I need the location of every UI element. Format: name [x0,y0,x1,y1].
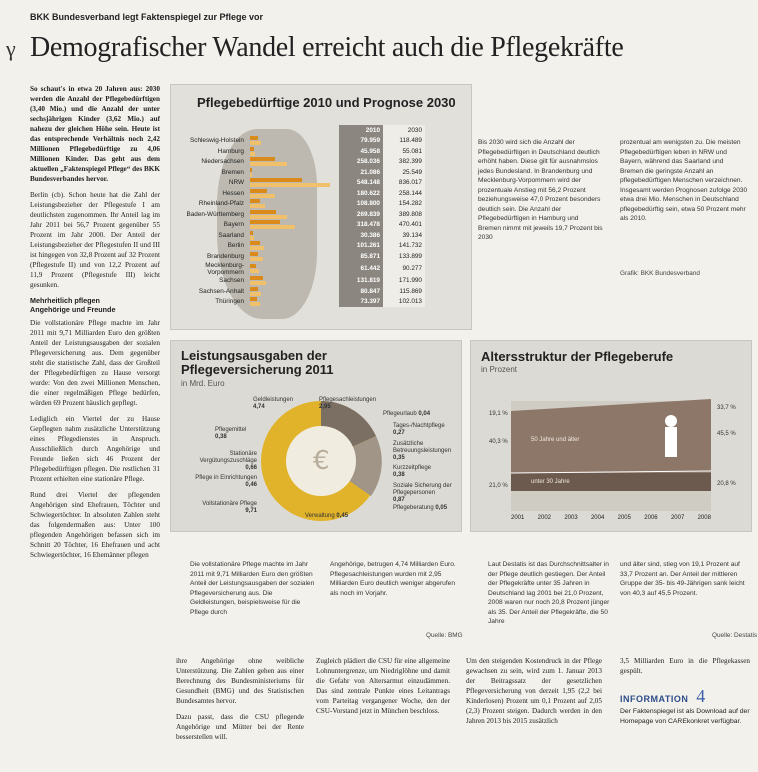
value-2010: 269.839 [339,209,383,220]
value-left-top: 19,1 % [489,411,508,417]
bar-2010 [250,147,254,151]
value-2030: 90.277 [383,262,425,276]
state-name: Berlin [227,242,244,250]
paragraph: Die vollstationäre Pflege machte im Jahr 2011 mit 9,71 Milliarden Euro den größten Anteil der Leistungsausgaben der sozialen Pflegeversicherung aus. Dem gegenüber steht die statistische Zahl, dass der Großteil der Pflegebedürftigen zu Hause versorgt wurde: Von den zwei Millionen Menschen, die einer regelmäßigen Pflege bedürfen, würden 69 Prozent häuslich gepflegt. [30,319,160,407]
value-2010: 79.959 [339,136,383,147]
bar-cell [247,220,339,231]
value-2030: 171.990 [383,276,425,287]
state-name: Bayern [223,221,244,229]
value-right-bottom: 20,8 % [717,481,736,487]
article-column-2 [176,656,304,772]
label-tagespflege: Tages-/Nachtpflege 0,27 [393,423,445,436]
article-column-5 [620,656,750,686]
handwritten-mark: γ [6,36,16,61]
value-2030: 39.134 [383,230,425,241]
chart1-text-left: Bis 2030 wird sich die Anzahl der Pflegebedürftigen in Deutschland deutlich erhöht haben. Diese gilt für ausnahmslos jedes Bundesland. In Brandenburg und Mecklenburg-Vorpommern wird der prozentuale Anstieg mit 56,2 Prozent beziehungsweise 47,0 Prozent besonders deutlich sein. Die Anzahl der Pflegebedürftigen in Hamburg und Bremen nimmt mit jeweils 19,7 Prozent bis 2030 [478,139,603,241]
value-2030: 389.808 [383,209,425,220]
bar-2010 [250,276,263,280]
value-2030: 258.144 [383,188,425,199]
table-row [179,220,425,231]
bar-2010 [250,199,260,203]
table-row [179,230,425,241]
state-name: Brandenburg [207,252,244,260]
header-cell: 2030 [383,125,425,136]
label-kurzzeitpflege: Kurzzeitpflege 0,38 [393,465,432,478]
value-2010: 80.847 [339,286,383,297]
label-betreuung: Zusätzliche Betreuungsleistungen 0,35 [393,441,452,461]
state-name: Niedersachsen [201,158,244,166]
header-cell [247,125,339,136]
year-tick: 2006 [644,515,658,521]
state-name: Thüringen [215,298,244,306]
bar-2010 [250,231,253,235]
chart2-text-a: Die vollstationäre Pflege machte im Jahr 2011 mit 9,71 Milliarden Euro den größten Anteil der Leistungsausgaben der sozialen Pflegeversicherung aus. Die Geldleistungen, beispielsweise für die Pflege durch [190,561,315,616]
chart2-text-b: Angehörige, betrugen 4,74 Milliarden Euro. Pflegesachleistungen wurden mit 2,95 Milliarden Euro deutlich weniger abgerufen als noch im Vorjahr. [330,561,456,597]
bar-cell [247,157,339,168]
table-row [179,157,425,168]
state-name: Mecklenburg-Vorpommern [205,261,244,276]
bar-cell [247,199,339,210]
value-2030: 115.869 [383,286,425,297]
value-2010: 318.478 [339,220,383,231]
label-vollstationaer: Vollstationäre Pflege 9,71 [202,501,257,514]
bar-cell [247,188,339,199]
chart-title: Altersstruktur der Pflegeberufe [481,349,674,364]
bar-cell [247,167,339,178]
value-2010: 85.871 [339,251,383,262]
state-name: Hamburg [217,147,244,155]
chart-title: Leistungsausgaben der Pflegeversicherung 2011 [181,348,334,377]
article-column-4 [466,656,602,772]
bar-2030 [250,292,261,296]
chart-title: Pflegebedürftige 2010 und Prognose 2030 [197,95,456,110]
stats-table [179,125,425,307]
svg-text:€: € [313,446,330,476]
table-row [179,167,425,178]
chart3-text-b: und älter sind, stieg von 19,1 Prozent auf 33,7 Prozent an. Der Anteil der mittleren Gruppe der 35- bis 49-Jährigen sank leicht von 40,3 auf 45,5 Prozent. [620,561,745,597]
bar-2030 [250,236,254,240]
header-cell: 2010 [339,125,383,136]
value-2030: 133.899 [383,251,425,262]
table-header [179,125,425,136]
value-2010: 108.800 [339,199,383,210]
paragraph: Lediglich ein Viertel der zu Hause Gepflegten nahm zusätzliche Unterstützung eines Pflegedienstes in Anspruch. Ausschließlich durch Angehörige und Freunde ließen sich 46 Prozent der Pflegebedürftigen pflegen. Die restlichen 31 Prozent erhielten eine stationäre Pflege. [30,415,160,483]
paragraph: Zugleich plädiert die CSU für eine allgemeine Lohnuntergrenze, um Niedriglöhne und damit die Gefahr von Altersarmut einzudämmen. Das sind zentrale Punkte eines Leitantrags vom Parteitag vergangener Woche, den der CSU-Vorstand jetzt in München beschloss. [316,657,450,715]
chart-unit: in Prozent [481,365,518,374]
year-tick: 2004 [590,515,605,521]
article-column-3 [316,656,450,772]
table-row [179,199,425,210]
paragraph: So schaut's in etwa 20 Jahren aus: 2030 werden die Anzahl der Pflegebedürftigen (3,40 Mio.) und die Anzahl der unter sechsjährigen Kinder (3,62 Mio.) auf nahezu der gleichen Höhe sein. Heute ist das entsprechende Verhältnis noch 2,42 Millionen Pflegebedürftige zu 4,06 Millionen Kinder. Das geht aus dem aktuellen „Faktenspiegel Pflege“ des BKK Bundesverbandes hervor. [30,85,160,183]
chart1-text-right: prozentual am wenigsten zu. Die meisten Pflegebedürftigen leben in NRW und Bayern, während das Saarland und Bremen die geringste Anzahl an pflegebedürftigen Menschen verzeichnen. Insgesamt werden Prognosen zufolge 2030 etwa drei Mio. Menschen in Deutschland pflegebedürftig sein, etwa 50 Prozent mehr als 2010. [620,139,748,222]
state-name: Rheinland-Pfalz [198,200,244,208]
bar-2030 [250,246,264,250]
chart-unit: in Mrd. Euro [181,379,225,388]
bar-2010 [250,168,252,172]
bar-2030 [250,204,265,208]
table-row [179,262,425,276]
year-tick: 2005 [617,515,631,521]
state-name: Sachsen-Anhalt [198,287,244,295]
year-tick: 2003 [564,515,578,521]
bar-2030 [250,141,261,145]
paragraph: Rund drei Viertel der pflegenden Angehörigen sind Ehefrauen, Töchter und Schwiegertöchter. In absoluten Zahlen steht das folgendermaßen aus: Unter 100 pflegenden Angehörigen befassen sich im Schnitt 20 Töchter, 16 Ehefrauen und acht Schwiegertöchter, 16 Ehemänner pflegen [30,491,160,559]
information-box [620,686,750,727]
bar-2030 [250,183,330,187]
state-name: Sachsen [219,277,244,285]
bar-2010 [250,220,280,224]
value-left-bottom: 21,0 % [489,483,508,489]
bar-2030 [250,162,287,166]
state-name: Hessen [222,189,244,197]
year-tick: 2007 [670,515,685,521]
label-pflegeurlaub: Pflegeurlaub 0,04 [383,411,431,417]
value-2010: 73.397 [339,297,383,308]
bar-2030 [250,215,287,219]
chart2-source: Quelle: BMG [426,632,463,639]
x-axis-years [511,515,711,521]
bar-2030 [250,257,263,261]
bar-2010 [250,297,257,301]
legend-50plus: 50 Jahre und älter [531,437,580,443]
bar-2030 [250,173,252,177]
value-2030: 154.282 [383,199,425,210]
bar-cell [247,241,339,252]
bar-2010 [250,252,258,256]
value-left-mid: 40,3 % [489,439,508,445]
chart-leistungsausgaben [170,340,462,532]
information-label: INFORMATION [620,694,689,704]
table-row [179,297,425,308]
value-2010: 61.442 [339,262,383,276]
value-2010: 30.386 [339,230,383,241]
table-row [179,178,425,189]
paragraph: ihre Angehörige ohne weibliche Unterstützung. Die Zahlen gehen aus einer Berechnung des Bundesministeriums für Gesundheit (BMG) und des Statistischen Bundesamtes hervor. [176,657,304,705]
table-row [179,209,425,220]
bar-2010 [250,264,256,268]
value-2030: 118.489 [383,136,425,147]
state-name: NRW [228,179,244,187]
label-verguetungszuschlaege: Stationäre Vergütungszuschläge 0,66 [199,451,257,471]
label-soziale-sicherung: Soziale Sicherung der Pflegepersonen 0,87 [393,483,452,503]
value-2030: 55.081 [383,146,425,157]
bar-cell [247,286,339,297]
legend-unter30: unter 30 Jahre [531,479,570,485]
value-2010: 131.819 [339,276,383,287]
value-2010: 21.086 [339,167,383,178]
information-text: Der Faktenspiegel ist als Download auf der Homepage von CAREkonkret verfügbar. [620,708,750,725]
value-2030: 25.549 [383,167,425,178]
chart3-text-a: Laut Destatis ist das Durchschnittsalter in der Pflege deutlich gestiegen. Der Anteil der Pflegekräfte unter 35 Jahren in Deutschland lag 2001 bei 21,0 Prozent, 2008 waren nur noch 20,8 Prozent jünger als 35. Der Anteil der Pflegekräfte, die 50 Jahre [488,561,610,625]
bar-2010 [250,241,260,245]
header-cell [179,125,247,136]
label-pflegesachleistungen: Pflegesachleistungen 2,95 [319,397,377,410]
bar-2010 [250,189,267,193]
bar-cell [247,262,339,276]
bar-2030 [250,269,259,273]
handwritten-number: 4 [696,686,706,706]
bar-2030 [250,302,260,306]
table-row [179,188,425,199]
label-pflegeberatung: Pflegeberatung 0,05 [393,505,448,511]
value-2010: 45.958 [339,146,383,157]
table-row [179,241,425,252]
chart3-source: Quelle: Destatis [712,632,758,639]
value-2030: 470.401 [383,220,425,231]
bar-cell [247,178,339,189]
bar-2010 [250,210,276,214]
label-verwaltung: Verwaltung 0,45 [305,513,349,519]
paragraph: Um den steigenden Kostendruck in der Pflege gewachsen zu sein, wird zum 1. Januar 2013 der Beitragssatz der gesetzlichen Pflegeversicherung von derzeit 1,95 (2,2 bei Kinderlosen) Prozent um 0,1 Prozent auf 2,05 (2,3) Prozent steigen. Dadurch werden in den Jahren 2013 bis 2015 zusätzlich [466,657,602,725]
article-column-1 [30,84,160,772]
bar-cell [247,297,339,308]
chart-pflegebeduerftige [170,84,472,330]
bar-cell [247,276,339,287]
table-row [179,251,425,262]
value-2010: 548.148 [339,178,383,189]
value-right-mid: 45,5 % [717,431,736,437]
label-pflegemittel: Pflegemittel 0,38 [215,427,247,440]
bar-2030 [250,194,275,198]
value-right-top: 33,7 % [717,405,736,411]
table-row [179,146,425,157]
value-2030: 836.017 [383,178,425,189]
value-2010: 180.622 [339,188,383,199]
table-row [179,286,425,297]
chart1-source: Grafik: BKK Bundesverband [620,270,700,277]
bar-2030 [250,281,266,285]
value-2030: 102.013 [383,297,425,308]
bar-2030 [250,225,295,229]
bar-cell [247,251,339,262]
area-chart [471,341,751,531]
state-name: Baden-Württemberg [186,210,244,218]
value-2010: 101.261 [339,241,383,252]
paragraph: Dazu passt, dass die CSU pflegende Angehörige und Mütter bei der Rente besserstellen will. [176,713,304,741]
bar-cell [247,230,339,241]
bar-cell [247,146,339,157]
bar-2010 [250,178,302,182]
headline: Demografischer Wandel erreicht auch die Pflegekräfte [30,32,624,63]
bar-cell [247,209,339,220]
value-2030: 382.399 [383,157,425,168]
bar-2010 [250,136,258,140]
kicker: BKK Bundesverband legt Faktenspiegel zur Pflege vor [30,12,264,22]
table-row [179,276,425,287]
table-row [179,136,425,147]
year-tick: 2002 [537,515,552,521]
year-tick: 2001 [511,515,525,521]
label-einrichtungen: Pflege in Einrichtungen 0,46 [195,475,257,488]
state-name: Bremen [221,168,244,176]
bar-2030 [250,152,255,156]
label-geldleistungen: Geldleistungen 4,74 [253,397,294,410]
value-2030: 141.732 [383,241,425,252]
chart-altersstruktur [470,340,752,532]
year-tick: 2008 [697,515,711,521]
paragraph: 3,5 Milliarden Euro in die Pflegekassen gespült. [620,657,750,675]
subheading: Mehrheitlich pflegen Angehörige und Freunde [30,296,116,314]
state-name: Schleswig-Holstein [190,137,244,145]
bar-2010 [250,287,258,291]
bar-cell [247,136,339,147]
value-2010: 258.036 [339,157,383,168]
paragraph: Berlin (cb). Schon heute hat die Zahl der Leistungsbezieher der Pflegestufe I am deutlichsten zugenommen. Ihr Anteil lag im Jahr 2011 bei 56,7 Prozent gegenüber 55 Prozent im Jahr 2000. Der Anteil der Leistungsbezieher der Pflegestufen II und III ist hingegen von 32,8 Prozent auf 32 Prozent (Pflegestufe II) und von 12,2 Prozent auf 11,9 Prozent (Pflegestufe III) leicht gesunken. [30,191,160,289]
bar-2010 [250,157,275,161]
state-name: Saarland [218,231,244,239]
